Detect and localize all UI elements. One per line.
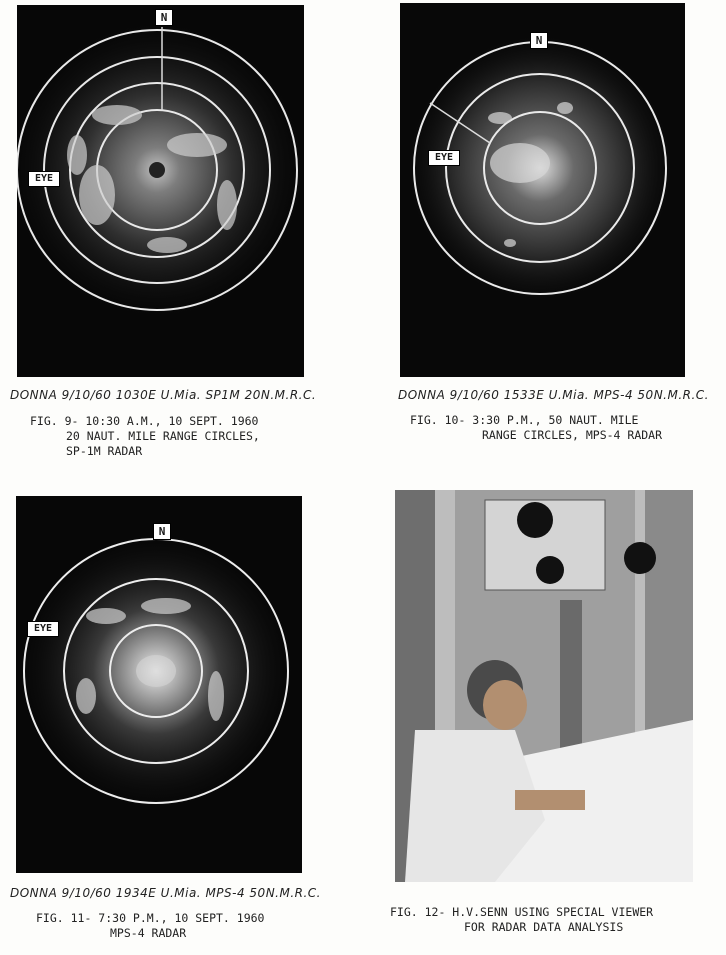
fig11-caption-line-1: FIG. 11- 7:30 P.M., 10 SEPT. 1960 bbox=[36, 911, 265, 925]
fig9-handwritten-annotation: DONNA 9/10/60 1030E U.Mia. SP1M 20N.M.R.C. bbox=[10, 388, 317, 402]
fig12-caption-line-2: FOR RADAR DATA ANALYSIS bbox=[464, 920, 624, 934]
fig9-eye-label: EYE bbox=[28, 171, 60, 187]
fig11-radar-photo bbox=[16, 496, 302, 873]
fig9-radar-photo bbox=[17, 5, 304, 377]
fig10-eye-label: EYE bbox=[428, 150, 460, 166]
fig11-caption bbox=[36, 911, 264, 941]
fig10-handwritten-annotation: DONNA 9/10/60 1533E U.Mia. MPS-4 50N.M.R.C. bbox=[398, 388, 709, 402]
fig10-caption-line-2: RANGE CIRCLES, MPS-4 RADAR bbox=[482, 428, 663, 442]
fig11-handwritten-annotation: DONNA 9/10/60 1934E U.Mia. MPS-4 50N.M.R.C. bbox=[10, 886, 321, 900]
fig10-north-marker: N bbox=[530, 32, 548, 49]
fig9-caption-line-1: FIG. 9- 10:30 A.M., 10 SEPT. 1960 bbox=[30, 414, 259, 428]
fig9-north-marker: N bbox=[155, 9, 173, 26]
fig12-caption-line-1: FIG. 12- H.V.SENN USING SPECIAL VIEWER bbox=[390, 905, 654, 919]
fig10-radar-photo bbox=[400, 3, 685, 377]
fig11-north-marker: N bbox=[153, 523, 171, 540]
fig9-caption bbox=[30, 414, 260, 459]
fig11-eye-label: EYE bbox=[27, 621, 59, 637]
fig12-photo bbox=[395, 490, 693, 882]
fig10-caption bbox=[410, 413, 662, 443]
fig9-caption-line-2: 20 NAUT. MILE RANGE CIRCLES, bbox=[66, 429, 260, 443]
fig12-caption bbox=[390, 905, 653, 935]
fig9-caption-line-3: SP-1M RADAR bbox=[66, 444, 143, 458]
fig11-caption-line-2: MPS-4 RADAR bbox=[110, 926, 187, 940]
fig10-caption-line-1: FIG. 10- 3:30 P.M., 50 NAUT. MILE bbox=[410, 413, 639, 427]
